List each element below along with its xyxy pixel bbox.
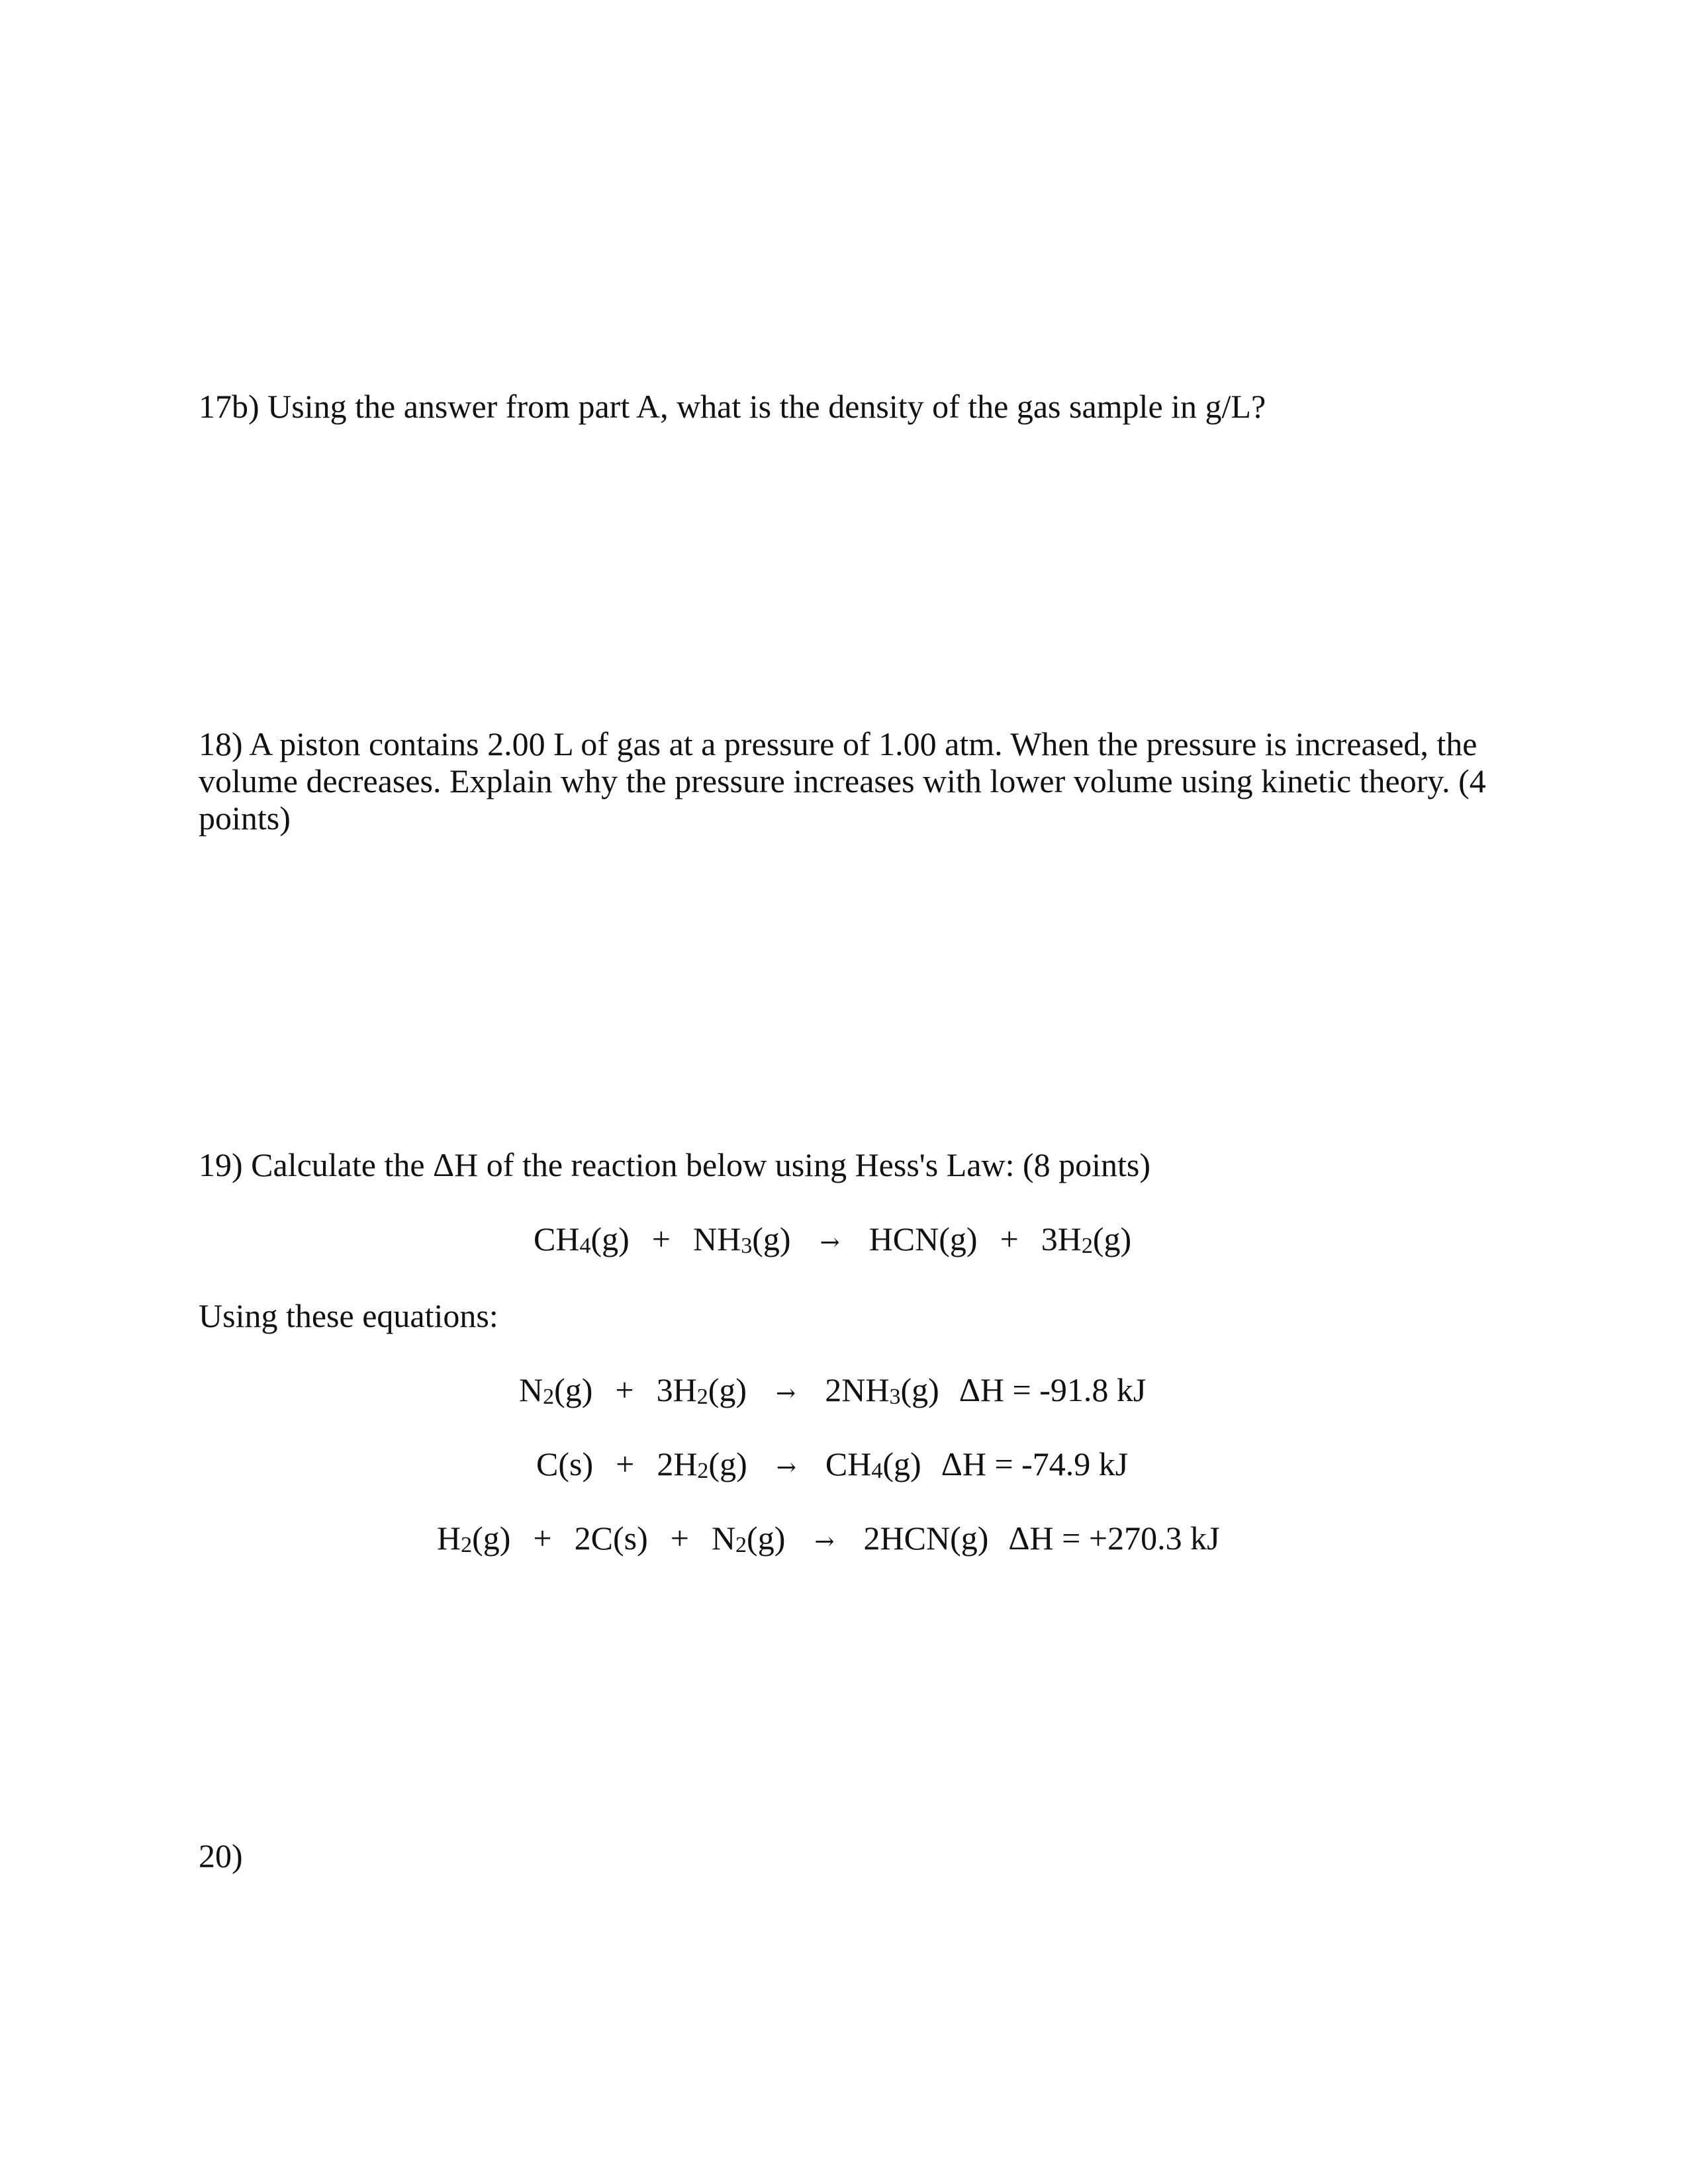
delta-h-value: ΔH = -91.8 kJ [959,1371,1147,1408]
reactant-2c: 2C(s) [574,1520,648,1557]
question-19-prompt: 19) Calculate the ΔH of the reaction below using Hess's Law: (8 points) [199,1146,1151,1183]
reaction-arrow: → [820,1229,840,1256]
plus-sign: + [670,1520,689,1557]
delta-h-value: ΔH = -74.9 kJ [941,1445,1129,1482]
given-equation-3 [437,1520,1220,1561]
given-equation-1 [519,1371,1146,1412]
reactant-ch4: $CH_4(g)$ [534,1220,630,1258]
question-18: 18) A piston contains 2.00 L of gas at a pressure of 1.00 atm. When the pressure is increased, the volume decreases. Explain why the pressure increases with lower volume using kinetic theory. (4 points) [199,725,1486,837]
reactant-n2: $N_2(g)$ [519,1371,593,1409]
reactant-h2: $H_2(g)$ [437,1520,511,1557]
product-2hcn: 2HCN(g) [863,1520,989,1557]
given-equation-2 [536,1445,1128,1486]
plus-sign: + [1000,1220,1019,1257]
plus-sign: + [615,1371,634,1408]
product-hcn: HCN(g) [868,1220,978,1257]
product-2nh3: $2NH_3(g)$ [825,1371,939,1409]
reactant-3h2: $3H_2(g)$ [656,1371,747,1409]
reaction-arrow: → [776,1454,796,1481]
reaction-arrow: → [814,1528,835,1555]
delta-h-value: ΔH = +270.3 kJ [1008,1520,1220,1557]
reactant-c: C(s) [536,1445,594,1482]
reaction-arrow: → [776,1380,796,1407]
plus-sign: + [533,1520,552,1557]
plus-sign: + [616,1445,635,1482]
plus-sign: + [651,1220,671,1257]
product-h2: $3H_2(g)$ [1041,1220,1132,1258]
reactant-nh3: $NH_3(g)$ [692,1220,791,1258]
reactant-2h2: $2H_2(g)$ [657,1445,747,1483]
question-17b: 17b) Using the answer from part A, what is the density of the gas sample in g/L? [199,388,1266,425]
product-ch4: $CH_4(g)$ [825,1445,921,1483]
question-20: 20) [199,1837,243,1874]
target-reaction [534,1220,1131,1261]
reactant-n2: $N_2(g)$ [711,1520,786,1557]
using-equations-label: Using these equations: [199,1297,498,1334]
